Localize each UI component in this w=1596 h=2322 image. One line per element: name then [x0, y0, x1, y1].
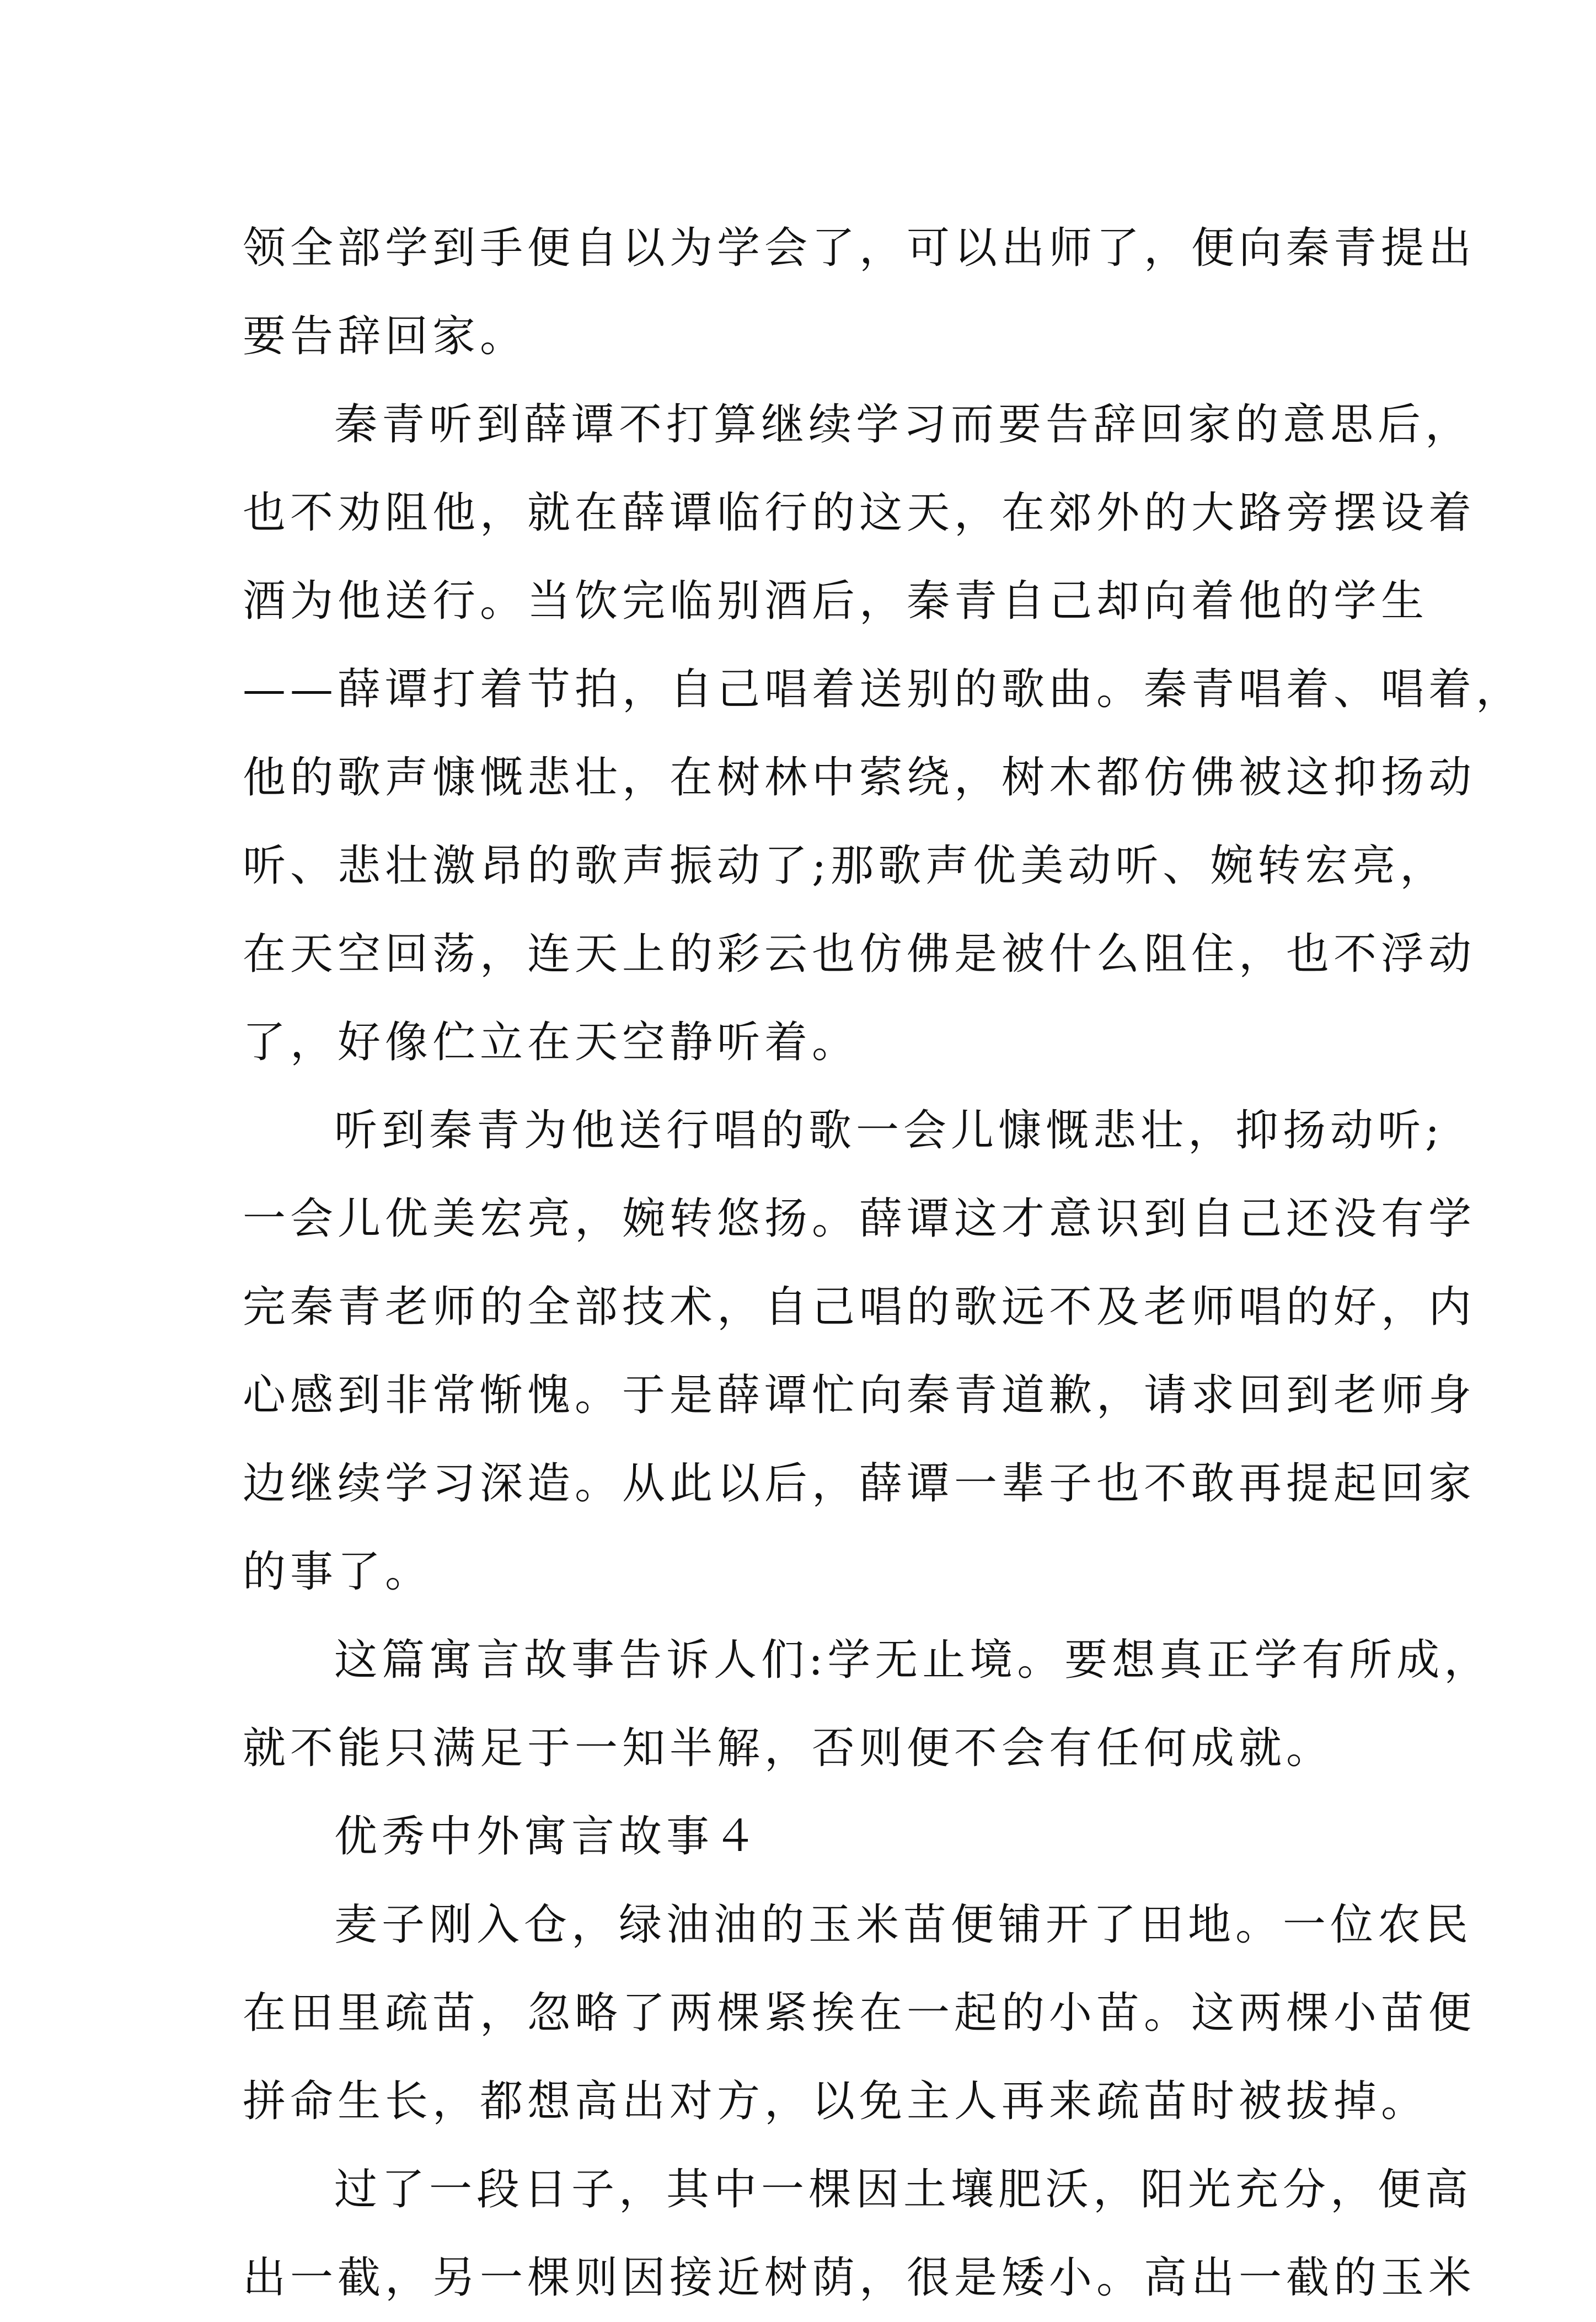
paragraph-start-line: 过了一段日子，其中一棵因土壤肥沃，阳光充分，便高: [334, 2165, 1473, 2214]
paragraph-start-line: 这篇寓言故事告诉人们:学无止境。要想真正学有所成，: [334, 1635, 1492, 1685]
text-line: 就不能只满足于一知半解，否则便不会有任何成就。: [243, 1724, 1334, 1773]
text-line: 在天空回荡，连天上的彩云也仿佛是被什么阻住，也不浮动: [243, 929, 1476, 979]
text-line: 的事了。: [243, 1547, 433, 1597]
text-line: 一会儿优美宏亮，婉转悠扬。薛谭这才意识到自己还没有学: [243, 1194, 1476, 1244]
text-line: 也不劝阻他，就在薛谭临行的这天，在郊外的大路旁摆设着: [243, 488, 1476, 538]
body-text: [243, 204, 1524, 2322]
text-line: ——薛谭打着节拍，自己唱着送别的歌曲。秦青唱着、唱着，: [243, 665, 1524, 714]
paragraph-start-line: 麦子刚入仓，绿油油的玉米苗便铺开了田地。一位农民: [334, 1900, 1473, 1950]
text-line: 拼命生长，都想高出对方，以免主人再来疏苗时被拔掉。: [243, 2077, 1429, 2126]
text-line: 了，好像伫立在天空静听着。: [243, 1018, 860, 1067]
text-line: 要告辞回家。: [243, 312, 528, 361]
text-line: 完秦青老师的全部技术，自己唱的歌远不及老师唱的好，内: [243, 1282, 1476, 1332]
text-line: 听、悲壮激昂的歌声振动了;那歌声优美动听、婉转宏亮，: [243, 841, 1448, 891]
text-line: 边继续学习深造。从此以后，薛谭一辈子也不敢再提起回家: [243, 1459, 1476, 1508]
text-line: 出一截，另一棵则因接近树荫，很是矮小。高出一截的玉米: [243, 2253, 1476, 2303]
text-line: 领全部学到手便自以为学会了，可以出师了，便向秦青提出: [243, 223, 1476, 273]
text-line: 他的歌声慷慨悲壮，在树林中萦绕，树木都仿佛被这抑扬动: [243, 753, 1476, 802]
text-line: 在田里疏苗，忽略了两棵紧挨在一起的小苗。这两棵小苗便: [243, 1988, 1476, 2038]
section-heading: 优秀中外寓言故事４: [334, 1812, 762, 1861]
paragraph-start-line: 听到秦青为他送行唱的歌一会儿慷慨悲壮，抑扬动听;: [334, 1106, 1444, 1155]
text-line: 心感到非常惭愧。于是薛谭忙向秦青道歉，请求回到老师身: [243, 1371, 1476, 1420]
paragraph-start-line: 秦青听到薛谭不打算继续学习而要告辞回家的意思后，: [334, 400, 1473, 450]
text-line: 酒为他送行。当饮完临别酒后，秦青自己却向着他的学生: [243, 576, 1429, 626]
